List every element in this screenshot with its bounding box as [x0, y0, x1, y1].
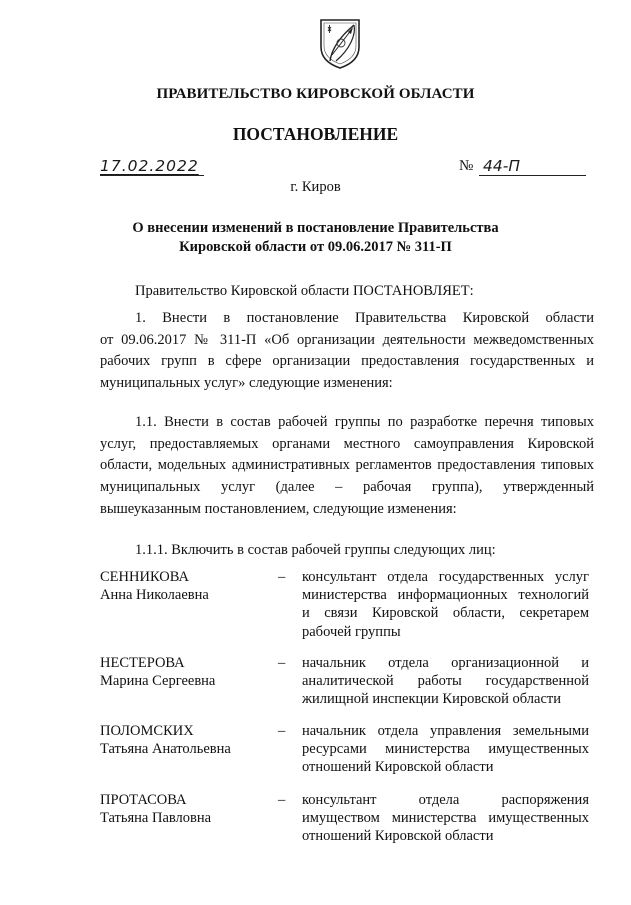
role-line: рабочей группы — [302, 623, 401, 640]
role-line: отношений Кировской области — [302, 828, 494, 845]
member-name — [100, 722, 280, 758]
preamble-text: Правительство Кировской области ПОСТАНОВЛЯЕТ: — [135, 283, 474, 299]
role-line: аналитической работы государственной — [302, 673, 589, 690]
member-role — [302, 568, 589, 641]
member-surname: ПРОТАСОВА — [100, 792, 187, 808]
member-name — [100, 654, 280, 690]
document-date: 17.02.2022 — [100, 157, 204, 176]
member-entry — [100, 654, 594, 710]
member-given-names: Марина Сергеевна — [100, 673, 216, 690]
role-line: начальник отдела организационной и — [302, 655, 589, 671]
member-entry — [100, 568, 594, 642]
organization-title: ПРАВИТЕЛЬСТВО КИРОВСКОЙ ОБЛАСТИ — [156, 86, 475, 102]
item-1-paragraph — [100, 308, 594, 395]
member-role — [302, 654, 589, 709]
item-1-1-paragraph — [100, 412, 594, 521]
city-label: г. Киров — [290, 179, 341, 195]
document-subject — [0, 219, 631, 257]
paragraph-line: от 09.06.2017 № 311-П «Об организации деятельности межведомственных — [100, 331, 594, 348]
member-given-names: Татьяна Павловна — [100, 810, 212, 827]
subject-line: Кировской области от 09.06.2017 № 311-П — [179, 239, 452, 255]
member-dash: – — [278, 655, 286, 671]
member-given-names: Татьяна Анатольевна — [100, 741, 231, 758]
item-1-1-1-paragraph — [100, 540, 594, 562]
member-dash: – — [278, 792, 286, 808]
member-role — [302, 722, 589, 777]
member-dash: – — [278, 569, 286, 585]
kirov-coat-of-arms-icon — [318, 17, 362, 69]
role-line: имуществом министерства имущественных — [302, 810, 589, 827]
paragraph-line: муниципальных услуг (далее – рабочая группа), утвержденный — [100, 479, 594, 496]
member-surname: СЕННИКОВА — [100, 569, 189, 585]
subject-line: О внесении изменений в постановление Правительства — [132, 220, 499, 236]
role-line: начальник отдела управления земельными — [302, 723, 589, 739]
member-role — [302, 791, 589, 846]
member-surname: ПОЛОМСКИХ — [100, 723, 194, 739]
member-entry — [100, 791, 594, 847]
document-type-title: ПОСТАНОВЛЕНИЕ — [232, 124, 399, 144]
role-line: отношений Кировской области — [302, 759, 494, 776]
member-given-names: Анна Николаевна — [100, 587, 209, 604]
paragraph-line: 1.1. Внести в состав рабочей группы по разработке перечня типовых — [135, 414, 594, 430]
role-line: и связи Кировской области, секретарем — [302, 605, 589, 622]
number-sign: № — [459, 158, 474, 174]
paragraph-line: рабочих групп в сфере организации предоставления государственных и — [100, 353, 594, 370]
role-line: министерства информационных технологий — [302, 587, 589, 604]
member-name — [100, 791, 280, 827]
paragraph-line: услуг, предоставляемых органами местного самоуправления Кировской — [100, 435, 594, 452]
member-name — [100, 568, 280, 604]
paragraph-line: области, модельных административных регламентов предоставления типовых — [100, 457, 594, 474]
preamble-paragraph — [100, 281, 594, 303]
member-dash: – — [278, 723, 286, 739]
member-entry — [100, 722, 594, 778]
role-line: жилищной инспекции Кировской области — [302, 691, 561, 708]
role-line: консультант отдела распоряжения — [302, 792, 589, 808]
paragraph-line: вышеуказанным постановлением, следующие изменения: — [100, 500, 457, 517]
document-number: 44-П — [479, 157, 586, 176]
paragraph-line: муниципальных услуг» следующие изменения: — [100, 375, 393, 392]
role-line: ресурсами министерства имущественных — [302, 741, 589, 758]
paragraph-line: 1. Внести в постановление Правительства Кировской области — [135, 310, 594, 326]
paragraph-line: 1.1.1. Включить в состав рабочей группы следующих лиц: — [135, 542, 496, 558]
role-line: консультант отдела государственных услуг — [302, 569, 589, 585]
member-surname: НЕСТЕРОВА — [100, 655, 185, 671]
